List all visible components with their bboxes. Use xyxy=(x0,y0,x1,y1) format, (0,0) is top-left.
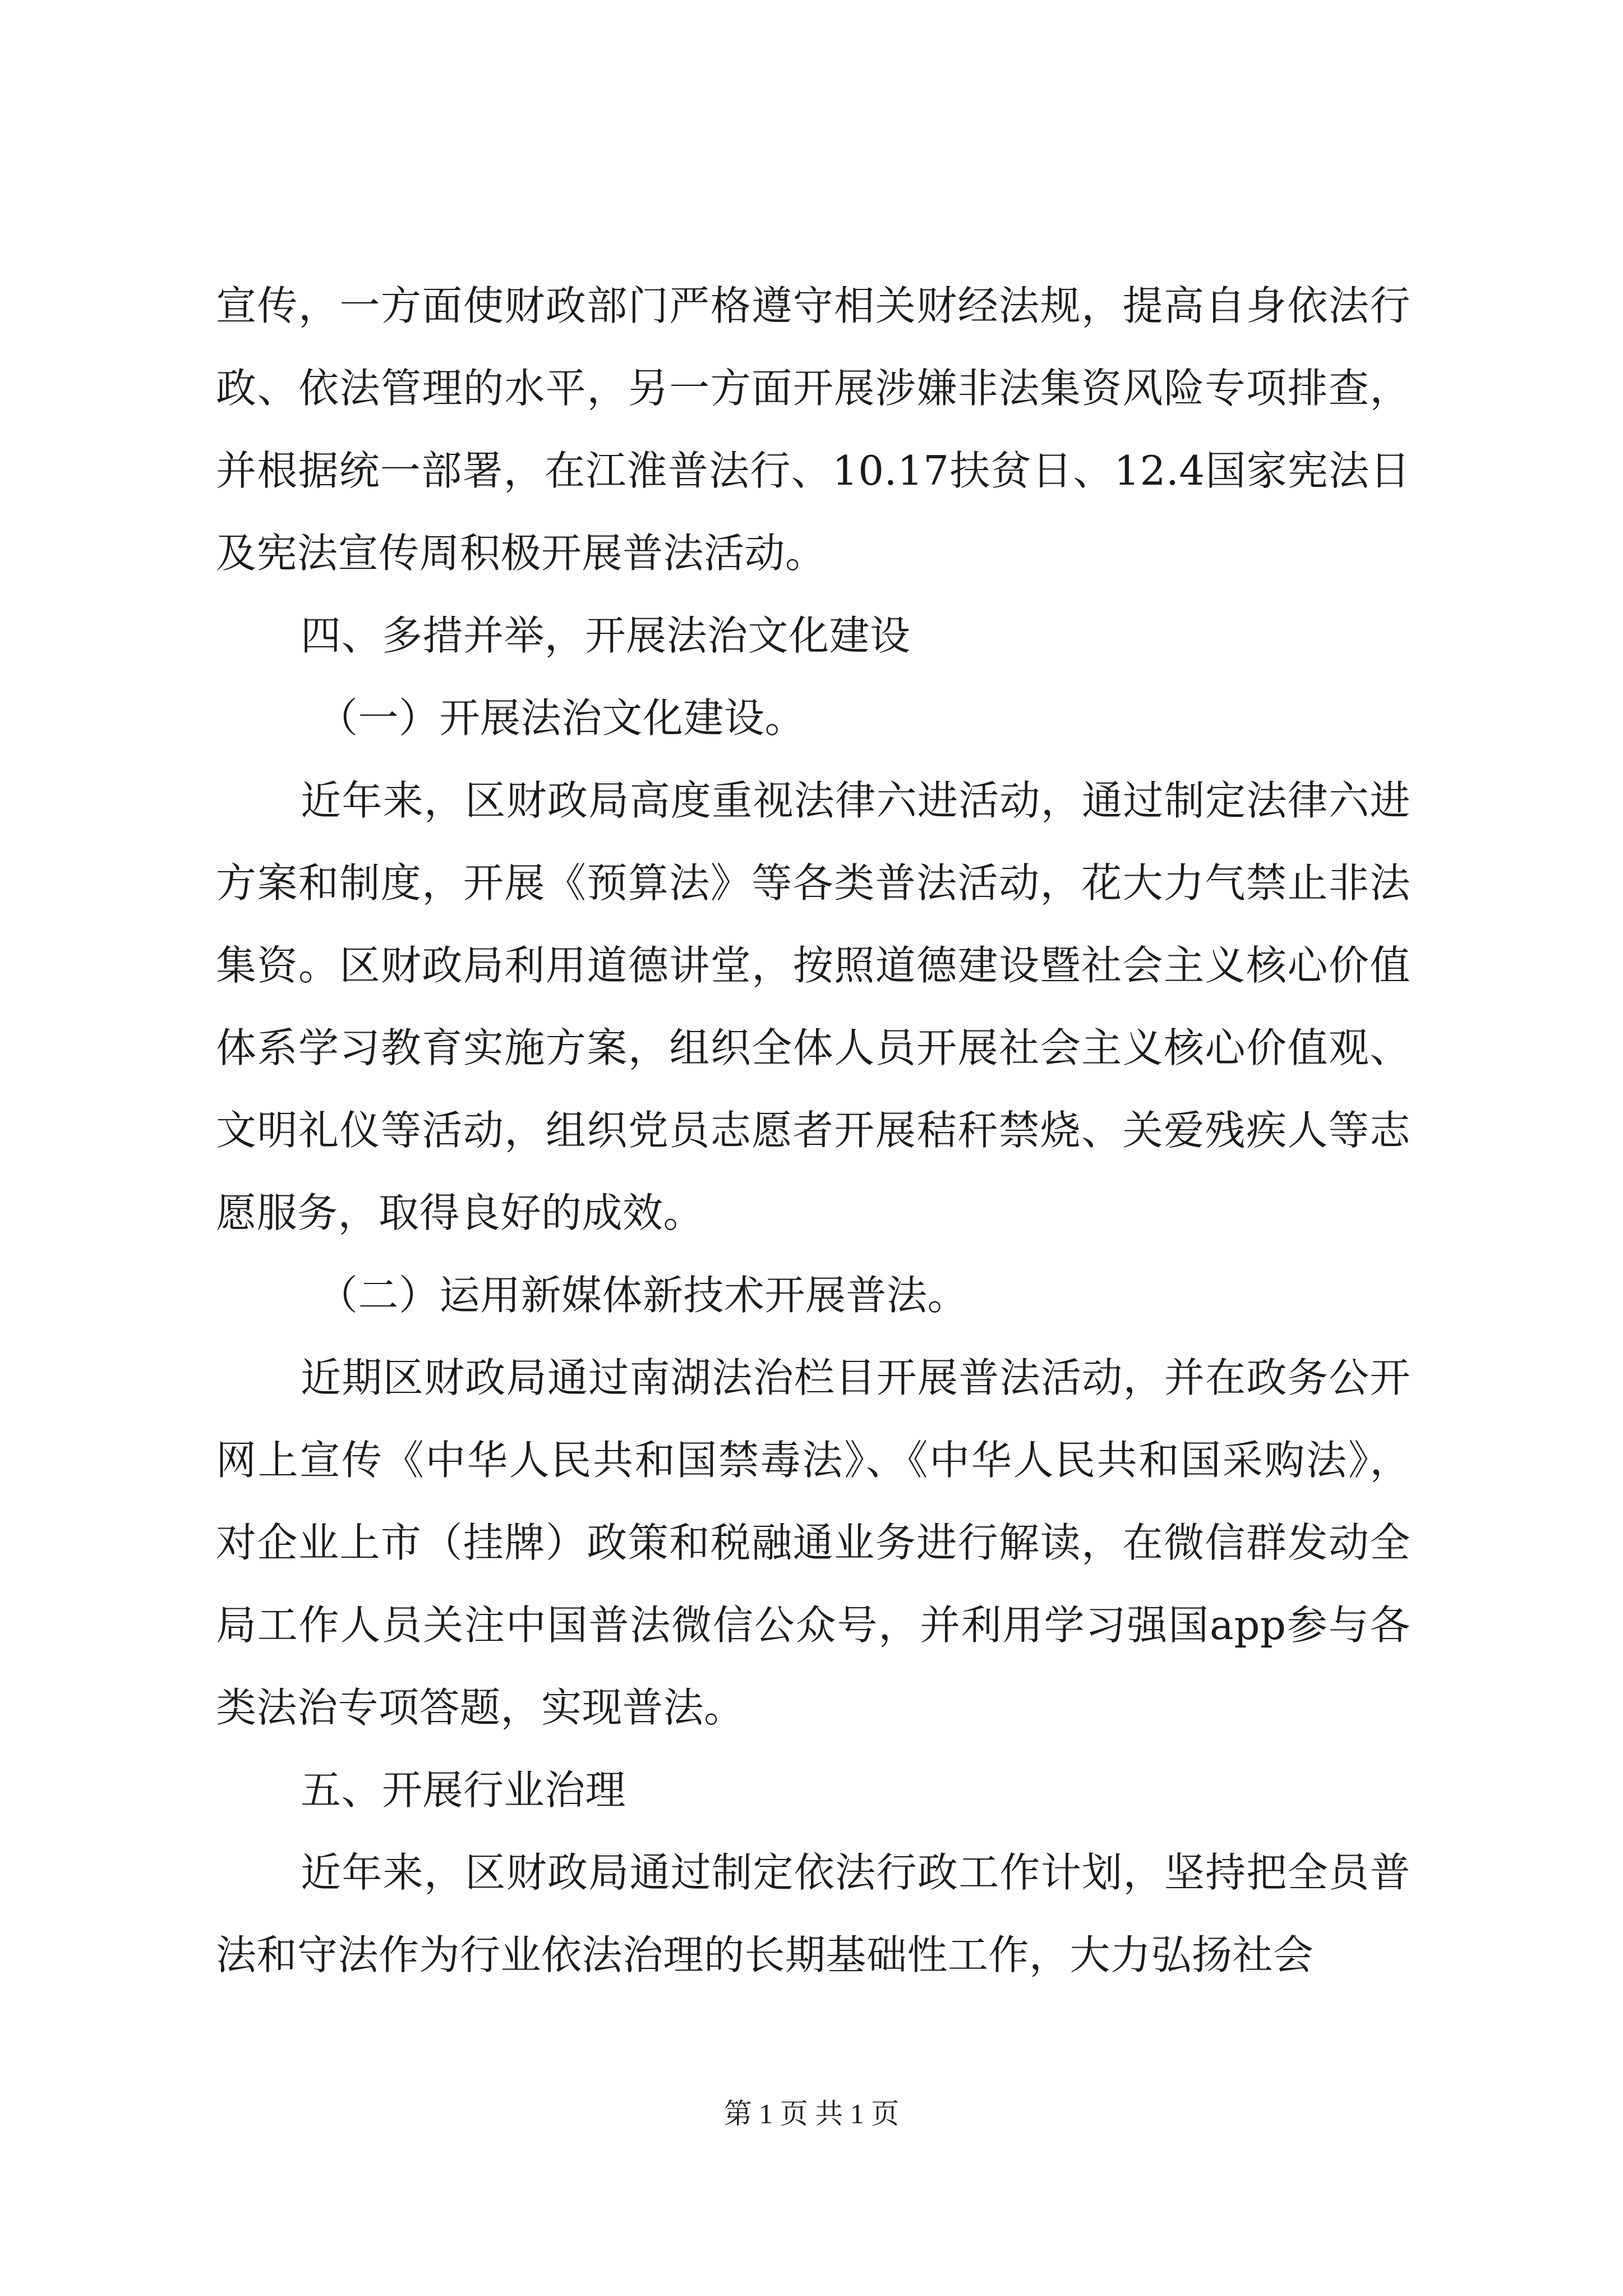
paragraph-body-4: 近年来，区财政局通过制定依法行政工作计划，坚持把全员普法和守法作为行业依法治理的长期基础性工作，大力弘扬社会 xyxy=(216,1849,1410,1978)
paragraph-body-3: 近期区财政局通过南湖法治栏目开展普法活动，并在政务公开网上宣传《中华人民共和国禁毒法》、《中华人民共和国采购法》，对企业上市（挂牌）政策和税融通业务进行解读，在微信群发动全局工作人员关注中国普法微信公众号，并利用学习强国app参与各类法治专项答题，实现普法。 xyxy=(216,1354,1410,1731)
subsection-heading-4-2: （二）运用新媒体新技术开展普法。 xyxy=(317,1272,969,1319)
page-footer: 第 1 页 共 1 页 xyxy=(723,2098,900,2129)
subsection-heading-4-1: （一）开展法治文化建设。 xyxy=(317,694,806,742)
paragraph-body-2: 近年来，区财政局高度重视法律六进活动，通过制定法律六进方案和制度，开展《预算法》等各类普法活动，花大力气禁止非法集资。区财政局利用道德讲堂，按照道德建设暨社会主义核心价值体系学习教育实施方案，组织全体人员开展社会主义核心价值观、文明礼仪等活动，组织党员志愿者开展秸秆禁烧、关爱残疾人等志愿服务，取得良好的成效。 xyxy=(216,777,1410,1236)
section-heading-5: 五、开展行业治理 xyxy=(301,1766,626,1814)
paragraph-body-1: 宣传，一方面使财政部门严格遵守相关财经法规，提高自身依法行政、依法管理的水平，另一方面开展涉嫌非法集资风险专项排查，并根据统一部署，在江淮普法行、10.17扶贫日、12.4国家宪法日及宪法宣传周积极开展普法活动。 xyxy=(216,282,1410,577)
document-body xyxy=(216,265,1410,1996)
section-heading-4: 四、多措并举，开展法治文化建设 xyxy=(301,612,911,659)
